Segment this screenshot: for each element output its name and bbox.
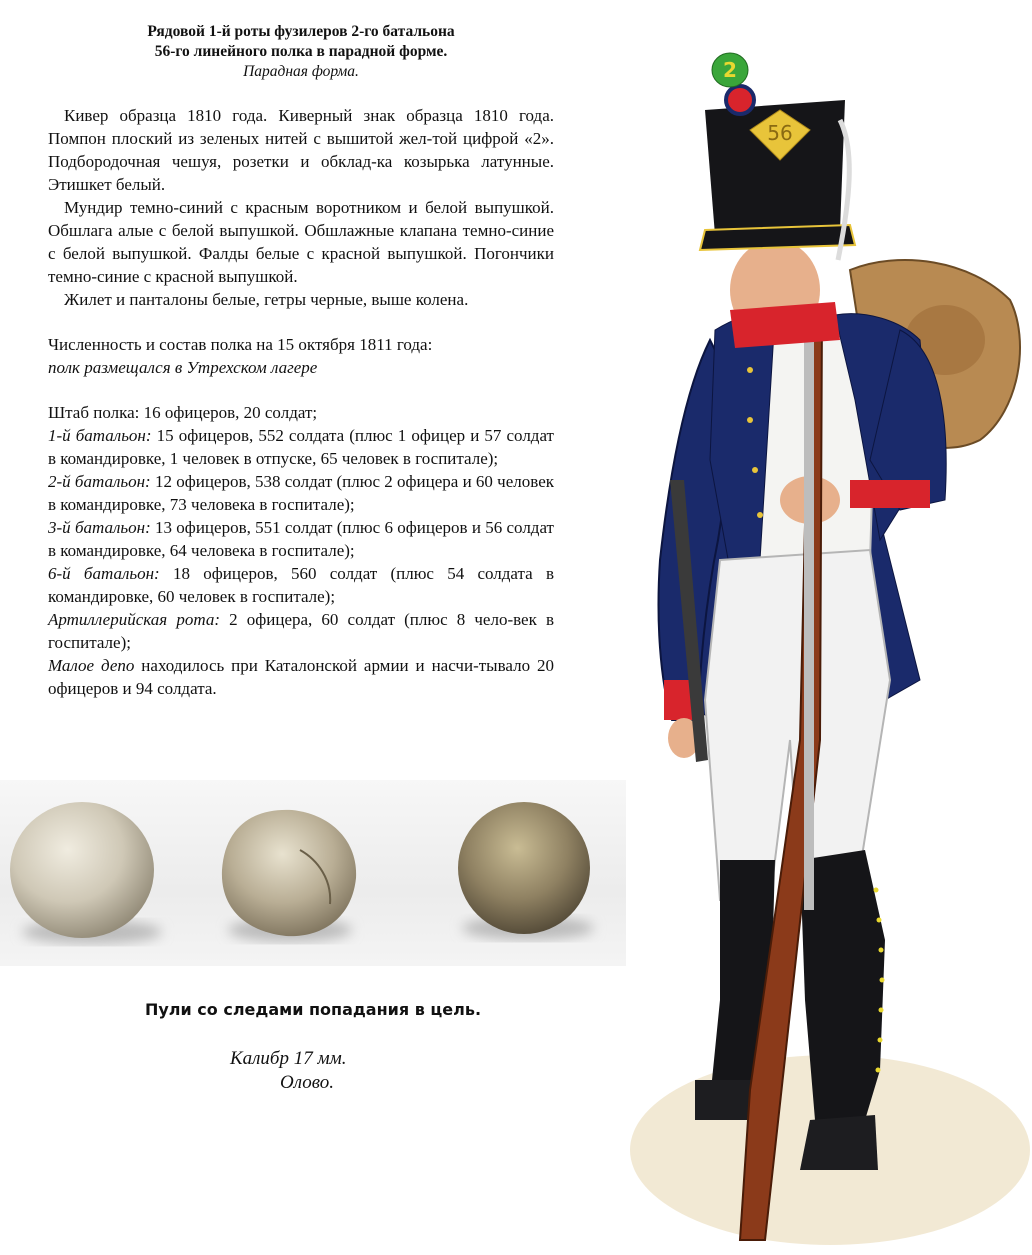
unit-label: Артиллерийская рота: [48, 610, 220, 629]
uniform-paragraph-vest: Жилет и панталоны белые, гетры черные, выше колена. [64, 290, 469, 309]
unit-text: 15 офицеров, 552 солдата (плюс 1 офицер и 57 солдат в командировке, 1 человек в отпуске, 65 человек в госпитале); [48, 426, 554, 468]
bullets-material: Олово. [280, 1072, 334, 1093]
uniform-paragraph-shako: Кивер образца 1810 года. Киверный знак образца 1810 года. Помпон плоский из зеленых нитей с вышитой жел-той цифрой «2». Подбородочная чешуя, розетки и обклад-ка козырька латунные. Этишкет белый. [48, 106, 554, 194]
unit-entry [48, 516, 554, 562]
unit-label: 2-й батальон: [48, 472, 151, 491]
right-cuff [850, 480, 930, 508]
pompon-number: 2 [723, 58, 737, 82]
unit-entry [48, 562, 554, 608]
strength-heading: Численность и состав полка на 15 октября 1811 года: [48, 335, 433, 354]
unit-label: Малое депо [48, 656, 135, 675]
unit-text: находилось при Каталонской армии и насчи-тывало 20 офицеров и 94 солдата. [48, 656, 554, 698]
unit-entry [48, 424, 554, 470]
unit-entry [48, 608, 554, 654]
musket-ball [10, 802, 154, 938]
unit-text: 2 офицера, 60 солдат (плюс 8 чело-век в госпитале); [48, 610, 554, 652]
unit-text: 13 офицеров, 551 солдат (плюс 6 офицеров и 56 солдат в командировке, 64 человека в госпитале); [48, 518, 554, 560]
article-text [48, 22, 554, 700]
heading-line-1: Рядовой 1-й роты фузилеров 2-го батальона [147, 23, 455, 40]
musket-ball-dark [458, 802, 590, 934]
bullets-specs [230, 1047, 346, 1095]
musket-balls-photo [0, 780, 626, 966]
unit-label: 3-й батальон: [48, 518, 151, 537]
heading-line-2: 56-го линейного полка в парадной форме. [154, 43, 448, 60]
unit-text: 18 офицеров, 560 солдат (плюс 54 солдата в командировке, 60 человек в госпитале); [48, 564, 554, 606]
unit-text: 12 офицеров, 538 солдат (плюс 2 офицера и 60 человек в командировке, 73 человека в госпитале); [48, 472, 554, 514]
musket-barrel [804, 310, 814, 910]
unit-label: 6-й батальон: [48, 564, 160, 583]
cockade [726, 86, 754, 114]
soldier-illustration [600, 40, 1032, 1250]
bullets-caliber: Калибр 17 мм. [230, 1048, 347, 1069]
unit-label: 1-й батальон: [48, 426, 152, 445]
strength-location: полк размещался в Утрехском лагере [48, 358, 318, 377]
shako-visor [700, 225, 855, 250]
staff-line: Штаб полка: 16 офицеров, 20 солдат; [48, 403, 318, 422]
right-shoe [800, 1115, 878, 1170]
red-collar [730, 302, 840, 348]
fusilier-figure [600, 40, 1032, 1250]
heading-subtitle: Парадная форма. [243, 63, 359, 80]
musket-ball-deformed [222, 810, 356, 936]
unit-entry [48, 470, 554, 516]
bullets-caption: Пули со следами попадания в цель. [144, 1000, 482, 1019]
musket-balls-illustration [0, 780, 626, 966]
shako-plate-number: 56 [767, 121, 793, 145]
uniform-paragraph-coat: Мундир темно-синий с красным воротником и белой выпушкой. Обшлага алые с белой выпушкой. Обшлажные клапана темно-синие с белой выпушкой. Фалды белые с красной выпушкой. Погончики темно-синие с красной выпушкой. [48, 198, 554, 286]
unit-entry [48, 654, 554, 700]
